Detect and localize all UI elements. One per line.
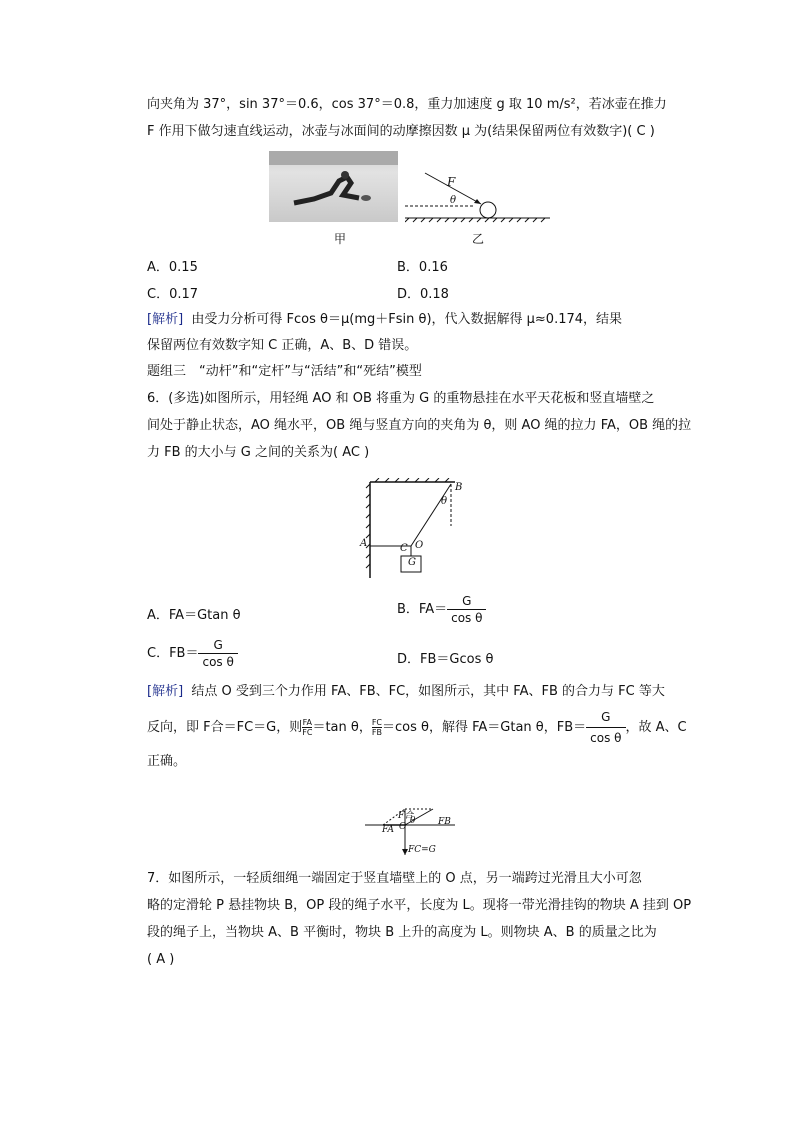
numerator: G [213,638,223,652]
q5-text-line: F 作用下做匀速直线运动，冰壶与冰面间的动摩擦因数 μ 为(结果保留两位有效数字)( C ) [147,124,655,139]
option-d: D．FB＝Gcos θ [397,652,494,667]
analysis-text: 正确。 [147,754,187,769]
option-c [147,638,238,669]
denominator: cos θ [447,609,486,625]
text: ＝cos θ，解得 FA＝Gtan θ，FB＝ [382,720,587,735]
curling-photo [269,151,398,222]
option-d: D．0.18 [397,287,449,302]
option-a: A．FA＝Gtan θ [147,608,241,623]
fig-label-o: O [415,540,424,551]
section-heading: 题组三 “动杆”和“定杆”与“活结”和“死结”模型 [147,364,422,379]
force-diagram-b [405,170,555,225]
analysis-text: 由受力分析可得 Fcos θ＝μ(mg＋Fsin θ)，代入数据解得 μ≈0.174，结果 [191,312,623,327]
fig-label-fhe: F合 [398,811,414,821]
figure-caption-b: 乙 [472,232,485,246]
option-b-label: B．FA＝ [397,602,448,617]
q7-text-line: 略的定滑轮 P 悬挂物块 B，OP 段的绳子水平，长度为 L。现将一带光滑挂钩的物块 A 挂到 OP [147,898,692,913]
option-b [397,594,486,625]
fig-label-a: A [360,538,368,549]
analysis-formula-line [147,708,687,747]
analysis-text: 结点 O 受到三个力作用 FA、FB、FC，如图所示，其中 FA、FB 的合力与 FC 等大 [191,684,665,699]
analysis-text: 保留两位有效数字知 C 正确，A、B、D 错误。 [147,338,418,353]
option-c: C．0.17 [147,287,199,302]
fig-label-fa: FA [382,825,394,835]
denominator: FC [302,728,313,737]
curling-player-figure [269,151,398,222]
fig-label-b: B [455,482,463,493]
q5-text-line: 向夹角为 37°，sin 37°＝0.6，cos 37°＝0.8，重力加速度 g 取 10 m/s²，若冰壶在推力 [147,97,667,112]
analysis-tag: [解析] [147,684,184,699]
fig-label-theta: θ [410,816,416,826]
numerator: FA [302,718,313,727]
text: ，故 A、C [625,720,687,735]
analysis-tag: [解析] [147,312,184,327]
q6-text-line: 6．(多选)如图所示，用轻绳 AO 和 OB 将重为 G 的重物悬挂在水平天花板和竖直墙壁之 [147,391,655,406]
text: 反向，即 F合＝FC＝G，则 [147,720,303,735]
option-b: B．0.16 [397,260,448,275]
fig-label-fc: FC=G [408,845,436,855]
option-a: A．0.15 [147,260,198,275]
numerator: G [462,594,472,608]
fig-label-theta: θ [441,496,448,507]
denominator: cos θ [198,653,237,669]
fig-label-F: F [447,175,456,189]
numerator: FC [371,718,383,727]
q7-text-line: 段的绳子上，当物块 A、B 平衡时，物块 B 上升的高度为 L。则物块 A、B 的质量之比为 [147,925,657,940]
figure-caption-a: 甲 [334,232,347,246]
q7-answer: ( A ) [147,952,175,967]
q6-text-line: 间处于静止状态，AO 绳水平，OB 绳与竖直方向的夹角为 θ，则 AO 绳的拉力 FA，OB 绳的拉 [147,418,692,433]
fig-label-fb: FB [438,817,451,827]
fig-label-c: C [400,543,408,554]
numerator: G [601,710,611,724]
option-c-label: C．FB＝ [147,646,199,661]
q6-text-line: 力 FB 的大小与 G 之间的关系为( AC ) [147,445,370,460]
fig-label-g: G [408,557,416,568]
q7-text-line: 7．如图所示，一轻质细绳一端固定于竖直墙壁上的 O 点，另一端跨过光滑且大小可忽 [147,871,642,886]
text: ＝tan θ， [312,720,372,735]
fig-label-o: O [399,822,407,832]
denominator: FB [371,728,382,737]
fig-label-theta: θ [450,195,457,206]
denominator: cos θ [586,727,625,747]
